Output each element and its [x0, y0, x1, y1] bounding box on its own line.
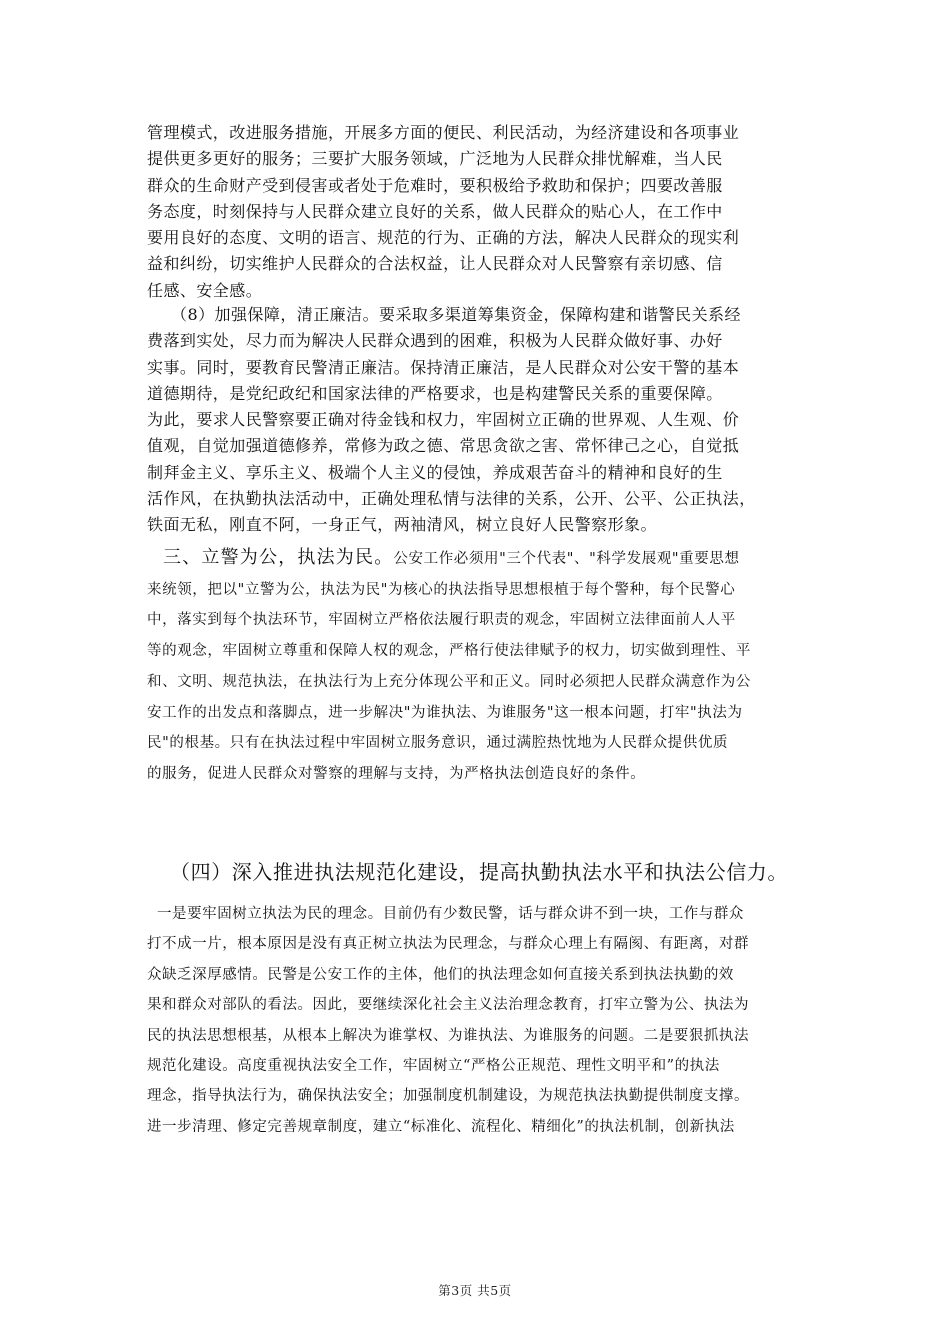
text-line: 管理模式，改进服务措施，开展多方面的便民、利民活动，为经济建设和各项事业: [147, 123, 740, 142]
text-line: 规范化建设。高度重视执法安全工作，牢固树立“严格公正规范、理性文明平和”的执法: [147, 1058, 720, 1075]
text-line: 制拜金主义、享乐主义、极端个人主义的侵蚀，养成艰苦奋斗的精神和良好的生: [147, 462, 723, 482]
paragraph-standardization: [147, 899, 820, 1142]
text-line: 和、文明、规范执法，在执法行为上充分体现公平和正义。同时必须把人民群众满意作为公: [147, 673, 751, 690]
text-line: 来统领，把以"立警为公，执法为民"为核心的执法指导思想根植于每个警种，每个民警心: [147, 581, 736, 598]
text-line: 提供更多更好的服务；三要扩大服务领域，广泛地为人民群众排忧解难，当人民: [147, 149, 723, 169]
text-line: 铁面无私，刚直不阿，一身正气，两袖清风，树立良好人民警察形象。: [147, 515, 657, 535]
paragraph-service: [147, 120, 820, 304]
text-line: 值观，自觉加强道德修养，常修为政之德、常思贪欲之害、常怀律己之心，自觉抵: [147, 436, 740, 456]
text-line: 打不成一片，根本原因是没有真正树立执法为民理念，与群众心理上有隔阂、有距离，对群: [147, 936, 749, 953]
paragraph-police-for-public: [147, 543, 820, 790]
text-line: 果和群众对部队的看法。因此，要继续深化社会主义法治理念教育，打牢立警为公、执法为: [147, 997, 749, 1014]
text-line: 一是要牢固树立执法为民的理念。目前仍有少数民警，话与群众讲不到一块，工作与群众: [157, 906, 744, 922]
text-line: 民"的根基。只有在执法过程中牢固树立服务意识，通过满腔热忱地为人民群众提供优质: [147, 735, 729, 752]
text-line: 为此，要求人民警察要正确对待金钱和权力，牢固树立正确的世界观、人生观、价: [147, 410, 740, 430]
text-line: 群众的生命财产受到侵害或者处于危难时，要积极给予救助和保护；四要改善服: [147, 175, 723, 195]
text-line: 费落到实处，尽力而为解决人民群众遇到的困难，积极为人民群众做好事、办好: [147, 331, 723, 351]
paragraph-integrity: [147, 302, 820, 539]
text-line: 中，落实到每个执法环节，牢固树立严格依法履行职责的观念，牢固树立法律面前人人平: [147, 612, 736, 629]
section-heading-4: （四）深入推进执法规范化建设，提高执勤执法水平和执法公信力。: [170, 860, 788, 884]
page-number: 第3页 共5页: [438, 1283, 512, 1298]
text-line: 务态度，时刻保持与人民群众建立良好的关系，做人民群众的贴心人，在工作中: [147, 201, 723, 221]
text-line: （8）加强保障，清正廉洁。要采取多渠道筹集资金，保障构建和谐警民关系经: [171, 305, 741, 324]
text-line: 任感、安全感。: [147, 280, 263, 300]
text-line: 的服务，促进人民群众对警察的理解与支持，为严格执法创造良好的条件。: [147, 765, 646, 782]
text-line: 进一步清理、修定完善规章制度，建立“标准化、流程化、精细化”的执法机制，创新执法: [147, 1118, 735, 1135]
text-line: 理念，指导执法行为，确保执法安全；加强制度机制建设，为规范执法执勤提供制度支撑。: [147, 1088, 749, 1105]
text-fragment: 公安工作必须用"三个代表"、"科学发展观"重要思想: [393, 551, 740, 567]
section-heading: 三、立警为公，执法为民。: [163, 547, 394, 568]
text-line: 活作风，在执勤执法活动中，正确处理私情与法律的关系，公开、公平、公正执法，: [147, 489, 756, 509]
text-line: 实事。同时，要教育民警清正廉洁。保持清正廉洁，是人民群众对公安干警的基本: [147, 357, 740, 377]
text-line: 众缺乏深厚感情。民警是公安工作的主体，他们的执法理念如何直接关系到执法执勤的效: [147, 966, 734, 983]
text-line: 安工作的出发点和落脚点，进一步解决"为谁执法、为谁服务"这一根本问题，打牢"执法为: [147, 704, 743, 721]
text-line: 要用良好的态度、文明的语言、规范的行为、正确的方法，解决人民群众的现实利: [147, 228, 740, 248]
text-line: 民的执法思想根基，从根本上解决为谁掌权、为谁执法、为谁服务的问题。二是要狠抓执法: [147, 1027, 749, 1044]
text-line: [147, 543, 820, 575]
text-line: 等的观念，牢固树立尊重和保障人权的观念，严格行使法律赋予的权力，切实做到理性、平: [147, 643, 751, 660]
text-line: 益和纠纷，切实维护人民群众的合法权益，让人民群众对人民警察有亲切感、信: [147, 254, 723, 274]
text-line: 道德期待，是党纪政纪和国家法律的严格要求，也是构建警民关系的重要保障。: [147, 383, 723, 403]
